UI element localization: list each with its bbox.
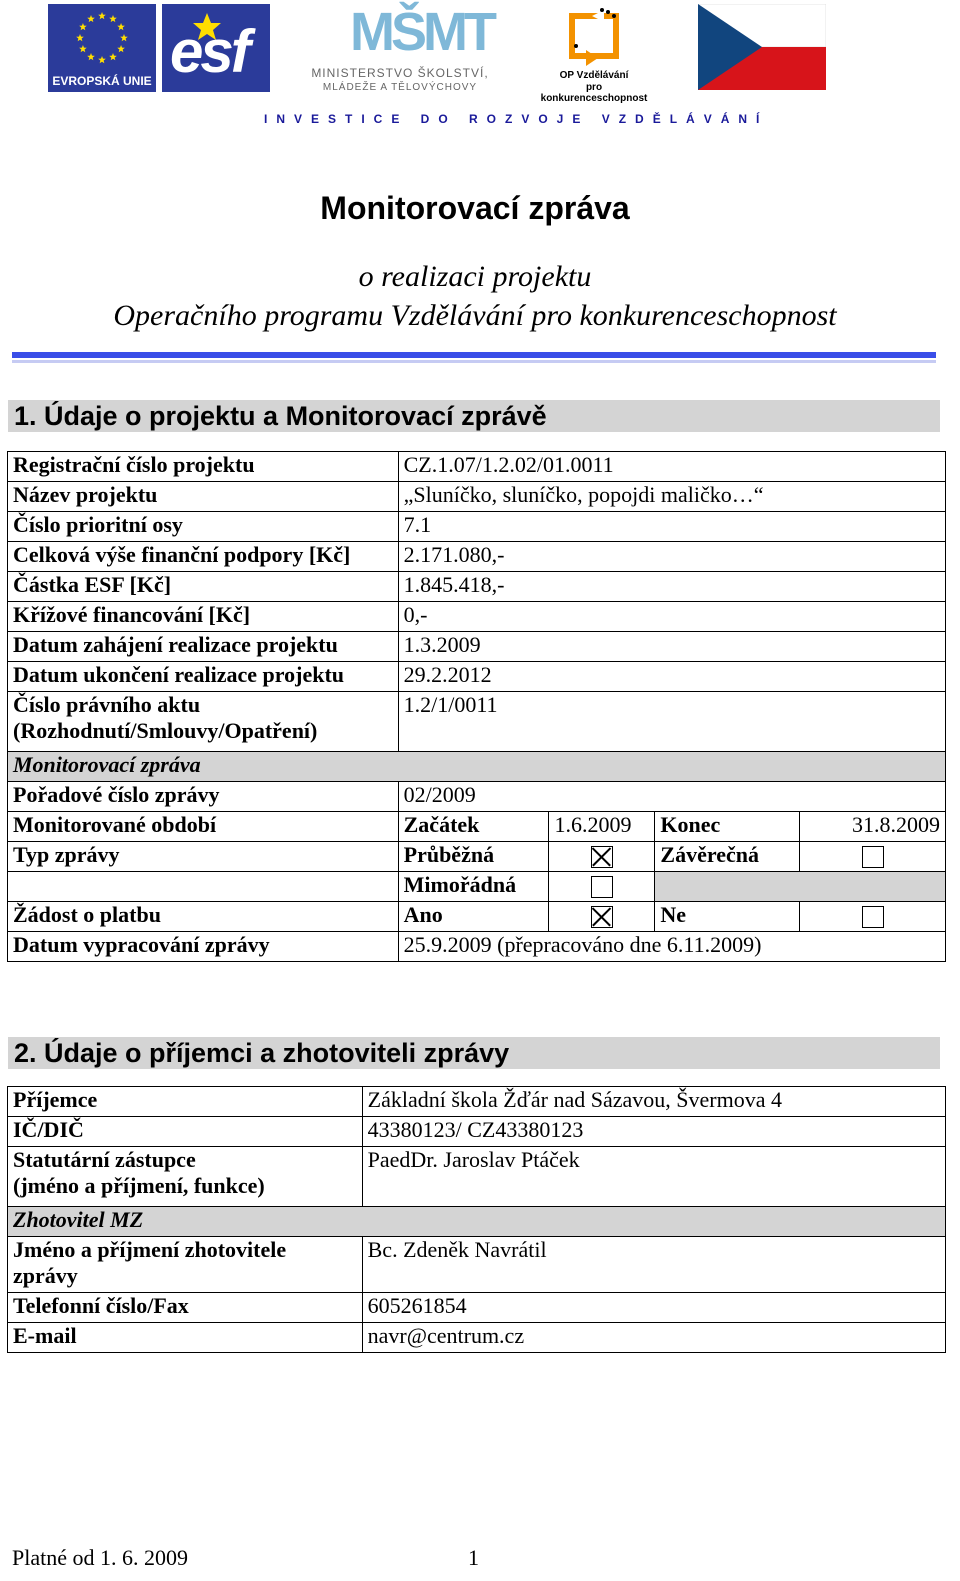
table-row xyxy=(8,632,946,662)
table-row xyxy=(8,1117,946,1147)
row-label xyxy=(8,1147,363,1207)
esf-logo-label: esf xyxy=(170,18,248,85)
monitoring-report-heading: Monitorovací zpráva xyxy=(8,752,946,782)
table-row xyxy=(8,1237,946,1293)
row-label: Částka ESF [Kč] xyxy=(8,572,399,602)
table-row xyxy=(8,872,946,902)
eu-star xyxy=(98,56,106,63)
czech-flag-icon xyxy=(698,4,826,90)
row-value: 1.3.2009 xyxy=(398,632,945,662)
table-row xyxy=(8,542,946,572)
row-label: Datum zahájení realizace projektu xyxy=(8,632,399,662)
row-value: 1.2/1/0011 xyxy=(398,692,945,752)
msmt-mark: MŠMT xyxy=(350,2,493,62)
start-label: Začátek xyxy=(398,812,549,842)
table-row xyxy=(8,902,946,932)
op-arrows-icon xyxy=(564,6,626,68)
row-label: Registrační číslo projektu xyxy=(8,452,399,482)
eu-star xyxy=(120,34,128,41)
final-checkbox[interactable] xyxy=(862,846,884,868)
page-number: 1 xyxy=(468,1545,479,1570)
eu-star xyxy=(109,15,117,22)
interim-checkbox[interactable] xyxy=(591,846,613,868)
table-row xyxy=(8,1207,946,1237)
author-heading: Zhotovitel MZ xyxy=(8,1207,946,1237)
eu-stars-icon xyxy=(48,4,156,74)
yes-label: Ano xyxy=(398,902,549,932)
table-row xyxy=(8,692,946,752)
msmt-line-1: MINISTERSTVO ŠKOLSTVÍ, xyxy=(311,66,489,80)
row-label: Žádost o platbu xyxy=(8,902,399,932)
footer-valid-from: Platné od 1. 6. 2009 xyxy=(12,1545,188,1570)
eu-star xyxy=(79,45,87,52)
eu-logo-label: EVROPSKÁ UNIE xyxy=(52,74,152,88)
table-row xyxy=(8,1293,946,1323)
eu-star xyxy=(98,12,106,19)
row-label-line-1: Statutární zástupce xyxy=(13,1147,196,1172)
extraordinary-label: Mimořádná xyxy=(398,872,549,902)
title-divider xyxy=(12,352,936,358)
op-line-2: pro konkurenceschopnost xyxy=(540,82,648,104)
no-label: Ne xyxy=(655,902,800,932)
row-label-line-2: zprávy xyxy=(13,1263,78,1288)
row-value: 1.845.418,- xyxy=(398,572,945,602)
table-row xyxy=(8,812,946,842)
table-row xyxy=(8,842,946,872)
table-row xyxy=(8,602,946,632)
table-row xyxy=(8,572,946,602)
row-value: CZ.1.07/1.2.02/01.0011 xyxy=(398,452,945,482)
row-value: 7.1 xyxy=(398,512,945,542)
subtitle-1: o realizaci projektu xyxy=(358,260,592,293)
eu-star xyxy=(79,23,87,30)
title-divider-shadow xyxy=(12,360,936,363)
row-label: Telefonní číslo/Fax xyxy=(8,1293,363,1323)
start-value: 1.6.2009 xyxy=(549,812,655,842)
row-value: Základní škola Žďár nad Sázavou, Švermova 4 xyxy=(362,1087,945,1117)
table-row xyxy=(8,782,946,812)
table-row xyxy=(8,452,946,482)
eu-star xyxy=(109,53,117,60)
recipient-table xyxy=(7,1086,946,1353)
row-label: Číslo prioritní osy xyxy=(8,512,399,542)
row-label: Datum ukončení realizace projektu xyxy=(8,662,399,692)
row-label: Křížové financování [Kč] xyxy=(8,602,399,632)
row-value: Bc. Zdeněk Navrátil xyxy=(362,1237,945,1293)
extraordinary-checkbox[interactable] xyxy=(591,876,613,898)
row-value: 605261854 xyxy=(362,1293,945,1323)
row-value: 2.171.080,- xyxy=(398,542,945,572)
row-label: Monitorované období xyxy=(8,812,399,842)
row-label: Datum vypracování zprávy xyxy=(8,932,399,962)
row-label: Celková výše finanční podpory [Kč] xyxy=(8,542,399,572)
table-row xyxy=(8,1323,946,1353)
row-label-line-2: (jméno a příjmení, funkce) xyxy=(13,1173,265,1198)
op-logo xyxy=(534,4,654,104)
row-value: 43380123/ CZ43380123 xyxy=(362,1117,945,1147)
esf-logo xyxy=(162,4,270,92)
table-row xyxy=(8,932,946,962)
row-label: Název projektu xyxy=(8,482,399,512)
row-value: 02/2009 xyxy=(398,782,945,812)
section-2-heading: 2. Údaje o příjemci a zhotoviteli zprávy xyxy=(8,1037,940,1069)
row-value: 29.2.2012 xyxy=(398,662,945,692)
row-value: PaedDr. Jaroslav Ptáček xyxy=(362,1147,945,1207)
eu-star xyxy=(117,23,125,30)
interim-label: Průběžná xyxy=(398,842,549,872)
yes-checkbox[interactable] xyxy=(591,906,613,928)
row-label: Číslo právního aktu (Rozhodnutí/Smlouvy/Opatření) xyxy=(8,692,399,752)
table-row xyxy=(8,1087,946,1117)
tagline: INVESTICE DO ROZVOJE VZDĚLÁVÁNÍ xyxy=(264,112,769,126)
final-label: Závěrečná xyxy=(655,842,800,872)
empty-cell xyxy=(8,872,399,902)
table-row xyxy=(8,482,946,512)
eu-star xyxy=(76,34,84,41)
end-value: 31.8.2009 xyxy=(800,812,946,842)
op-line-1: OP Vzdělávání xyxy=(559,70,629,81)
row-value: 25.9.2009 (přepracováno dne 6.11.2009) xyxy=(398,932,945,962)
table-row xyxy=(8,512,946,542)
row-label-line-1: Jméno a příjmení zhotovitele xyxy=(13,1237,287,1262)
row-label: IČ/DIČ xyxy=(8,1117,363,1147)
eu-star xyxy=(87,15,95,22)
page-title: Monitorovací zpráva xyxy=(320,190,630,226)
row-value: „Sluníčko, sluníčko, popojdi maličko…“ xyxy=(398,482,945,512)
end-label: Konec xyxy=(655,812,800,842)
table-row xyxy=(8,752,946,782)
email-link[interactable]: navr@centrum.cz xyxy=(362,1323,945,1353)
table-row xyxy=(8,662,946,692)
row-label xyxy=(8,1237,363,1293)
row-label: Příjemce xyxy=(8,1087,363,1117)
row-label: Typ zprávy xyxy=(8,842,399,872)
eu-star xyxy=(117,45,125,52)
project-info-table xyxy=(7,451,946,962)
empty-grey-cell xyxy=(655,872,946,902)
subtitle-2: Operačního programu Vzdělávání pro konkurenceschopnost xyxy=(113,299,837,332)
row-label: E-mail xyxy=(8,1323,363,1353)
table-row xyxy=(8,1147,946,1207)
eu-star xyxy=(87,53,95,60)
row-value: 0,- xyxy=(398,602,945,632)
msmt-line-2: MLÁDEŽE A TĚLOVÝCHOVY xyxy=(322,82,478,93)
eu-logo xyxy=(48,4,156,92)
row-label: Pořadové číslo zprávy xyxy=(8,782,399,812)
no-checkbox[interactable] xyxy=(862,906,884,928)
section-1-heading: 1. Údaje o projektu a Monitorovací zprávě xyxy=(8,400,940,432)
msmt-logo xyxy=(300,2,500,98)
